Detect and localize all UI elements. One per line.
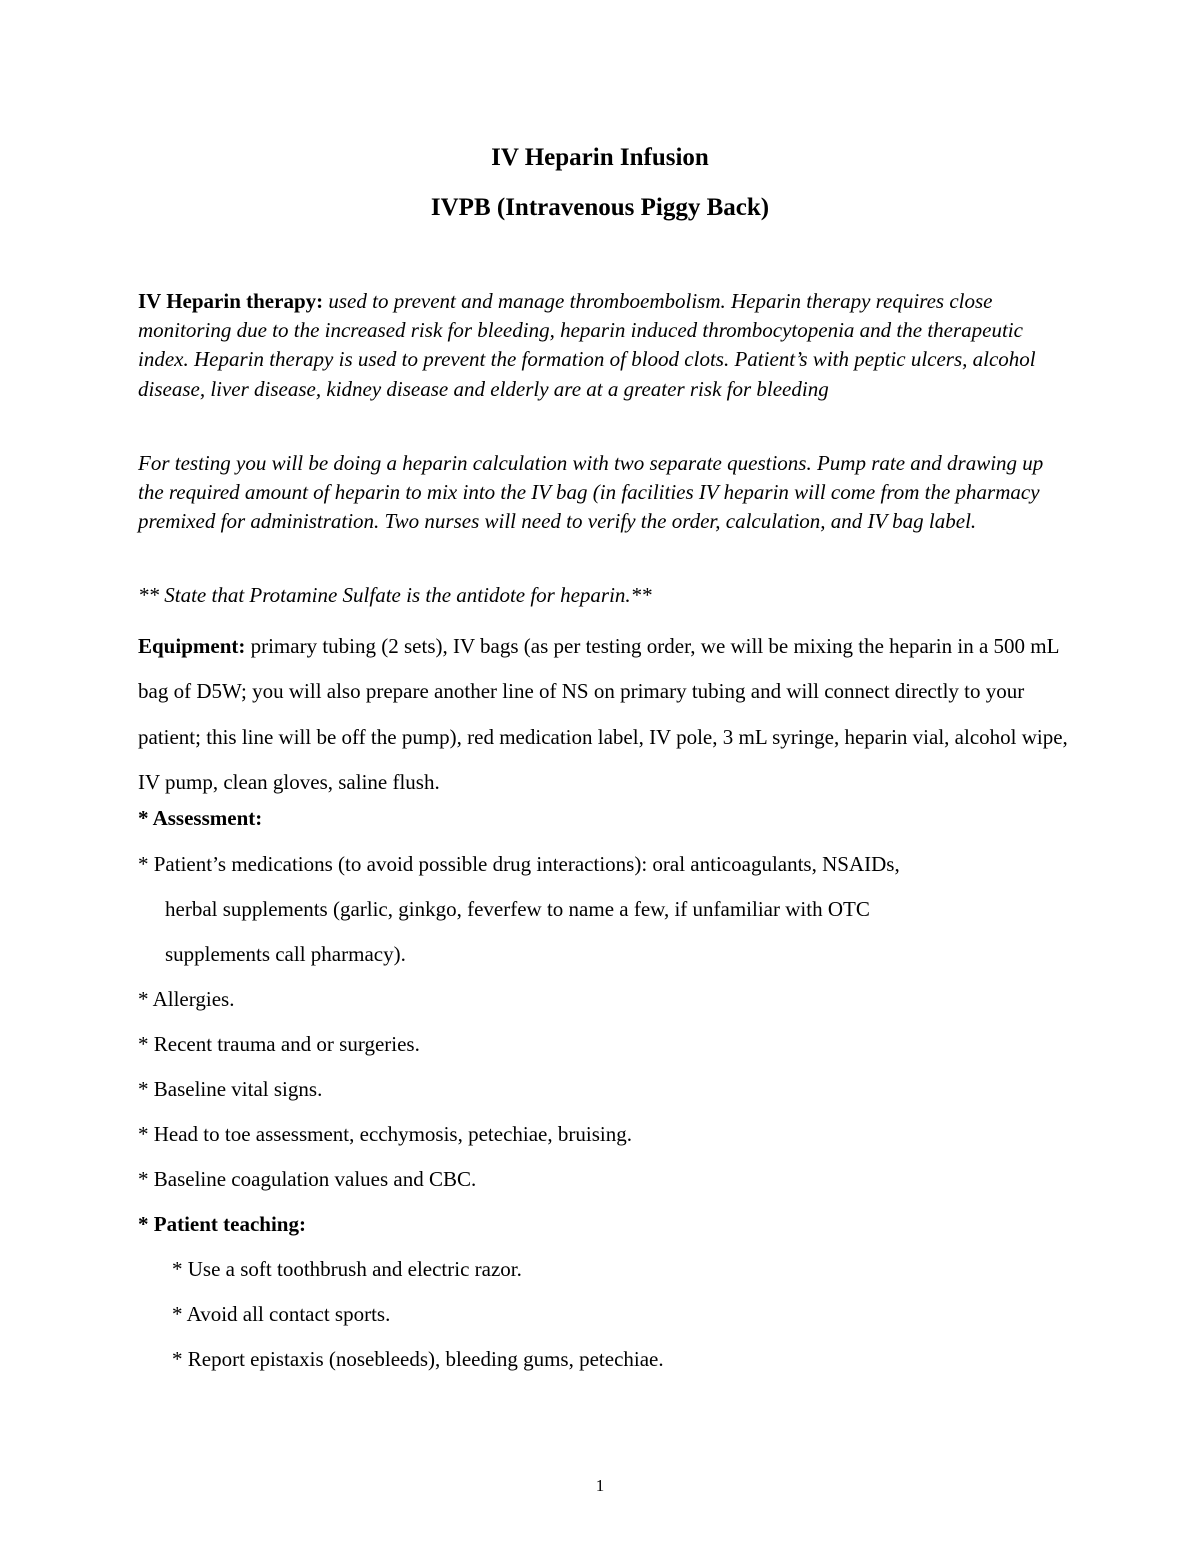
equipment-paragraph [138, 624, 1068, 805]
teaching-item: * Use a soft toothbrush and electric razor. [172, 1257, 522, 1281]
assessment-item: * Baseline vital signs. [138, 1077, 323, 1101]
page-number: 1 [595, 1476, 605, 1495]
teaching-item: * Report epistaxis (nosebleeds), bleeding gums, petechiae. [172, 1347, 664, 1371]
antidote-note: ** State that Protamine Sulfate is the antidote for heparin.** [138, 583, 652, 607]
assessment-item: * Recent trauma and or surgeries. [138, 1032, 420, 1056]
equipment-lead: Equipment: [138, 634, 246, 658]
intro-lead: IV Heparin therapy: [138, 289, 324, 313]
intro-body: used to prevent and manage thromboembolism. Heparin therapy requires close monitoring due to the increased risk for bleeding, heparin induced thrombocytopenia and the therapeutic index. Heparin therapy is used to prevent the formation of blood clots. Patient’s with peptic ulcers, alcohol disease, liver disease, kidney disease and elderly are at a greater risk for bleeding [138, 289, 1036, 401]
intro-paragraph [138, 287, 1068, 404]
assessment-medications-line-2: herbal supplements (garlic, ginkgo, feverfew to name a few, if unfamiliar with OTC [165, 897, 870, 921]
testing-note: For testing you will be doing a heparin calculation with two separate questions. Pump rate and drawing up the required amount of heparin to mix into the IV bag (in facilities IV heparin will come from the pharmacy premixed for administration. Two nurses will need to verify the order, calculation, and IV bag label. [138, 451, 1044, 534]
assessment-heading: * Assessment: [138, 806, 263, 830]
document-subtitle: IVPB (Intravenous Piggy Back) [430, 194, 770, 221]
equipment-body: primary tubing (2 sets), IV bags (as per testing order, we will be mixing the heparin in a 500 mL bag of D5W; you will also prepare another line of NS on primary tubing and will connect directly to your patient; this line will be off the pump), red medication label, IV pole, 3 mL syringe, heparin vial, alcohol wipe, IV pump, clean gloves, saline flush. [138, 634, 1068, 794]
teaching-item: * Avoid all contact sports. [172, 1302, 391, 1326]
assessment-item: * Baseline coagulation values and CBC. [138, 1167, 477, 1191]
assessment-medications-line-1: * Patient’s medications (to avoid possible drug interactions): oral anticoagulants, NSAIDs, [138, 852, 900, 876]
assessment-item: * Head to toe assessment, ecchymosis, petechiae, bruising. [138, 1122, 632, 1146]
document-title: IV Heparin Infusion [491, 144, 709, 171]
assessment-medications-line-3: supplements call pharmacy). [165, 942, 406, 966]
teaching-heading: * Patient teaching: [138, 1212, 306, 1236]
assessment-item: * Allergies. [138, 987, 235, 1011]
